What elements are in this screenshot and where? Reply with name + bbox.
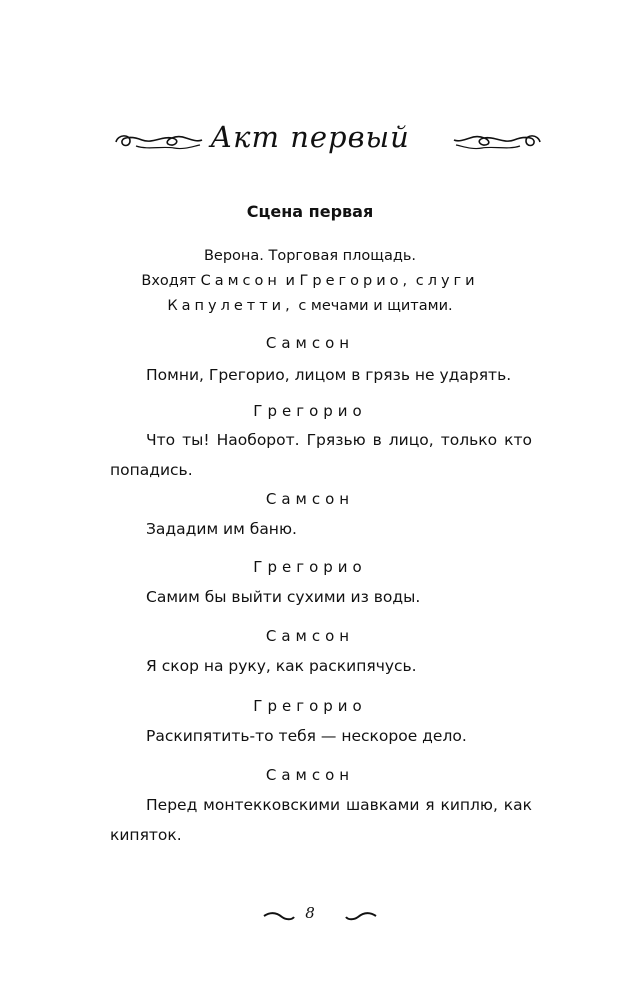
speaker-name: Самсон xyxy=(265,490,355,508)
dialogue-line: Зададим им баню. xyxy=(146,520,297,538)
scene-title: Сцена первая xyxy=(246,202,374,221)
stage-text: с мечами и щитами. xyxy=(293,298,453,314)
speaker-name: Самсон xyxy=(265,766,355,784)
speaker-name: Грегорио xyxy=(253,697,367,715)
character-name: Самсон xyxy=(200,273,281,289)
stage-text: слуги xyxy=(415,273,479,289)
dialogue-line: Перед монтекковскими шавками я киплю, как кипяток. xyxy=(110,796,532,844)
stage-line-2 xyxy=(0,269,620,294)
dialogue-line: Что ты! Наоборот. Грязью в лицо, только кто попадись. xyxy=(110,431,532,479)
dialogue-line: Я скор на руку, как раскипячусь. xyxy=(146,657,417,675)
dialogue-line: Самим бы выйти сухими из воды. xyxy=(146,588,421,606)
flourish-right-small-icon xyxy=(344,910,378,924)
speaker-name: Самсон xyxy=(265,627,355,645)
stage-text: Входят xyxy=(141,273,201,289)
character-name: Грегорио, xyxy=(299,273,412,289)
dialogue-line: Раскипятить-то тебя — нескорое дело. xyxy=(146,727,467,745)
stage-direction xyxy=(0,244,620,319)
speaker-name: Грегорио xyxy=(253,558,367,576)
page-footer xyxy=(0,900,620,930)
stage-line-1: Верона. Торговая площадь. xyxy=(203,248,417,264)
speaker-name: Самсон xyxy=(265,334,355,352)
stage-text: и xyxy=(280,273,300,289)
stage-line-3 xyxy=(0,294,620,319)
page-number: 8 xyxy=(305,904,315,922)
dialogue-line: Помни, Грегорио, лицом в грязь не ударять. xyxy=(146,366,512,384)
character-name: Капулетти, xyxy=(167,298,294,314)
speaker-name: Грегорио xyxy=(253,402,367,420)
act-heading xyxy=(0,118,620,168)
act-title: Акт первый xyxy=(210,120,410,154)
flourish-right-icon xyxy=(452,126,544,154)
